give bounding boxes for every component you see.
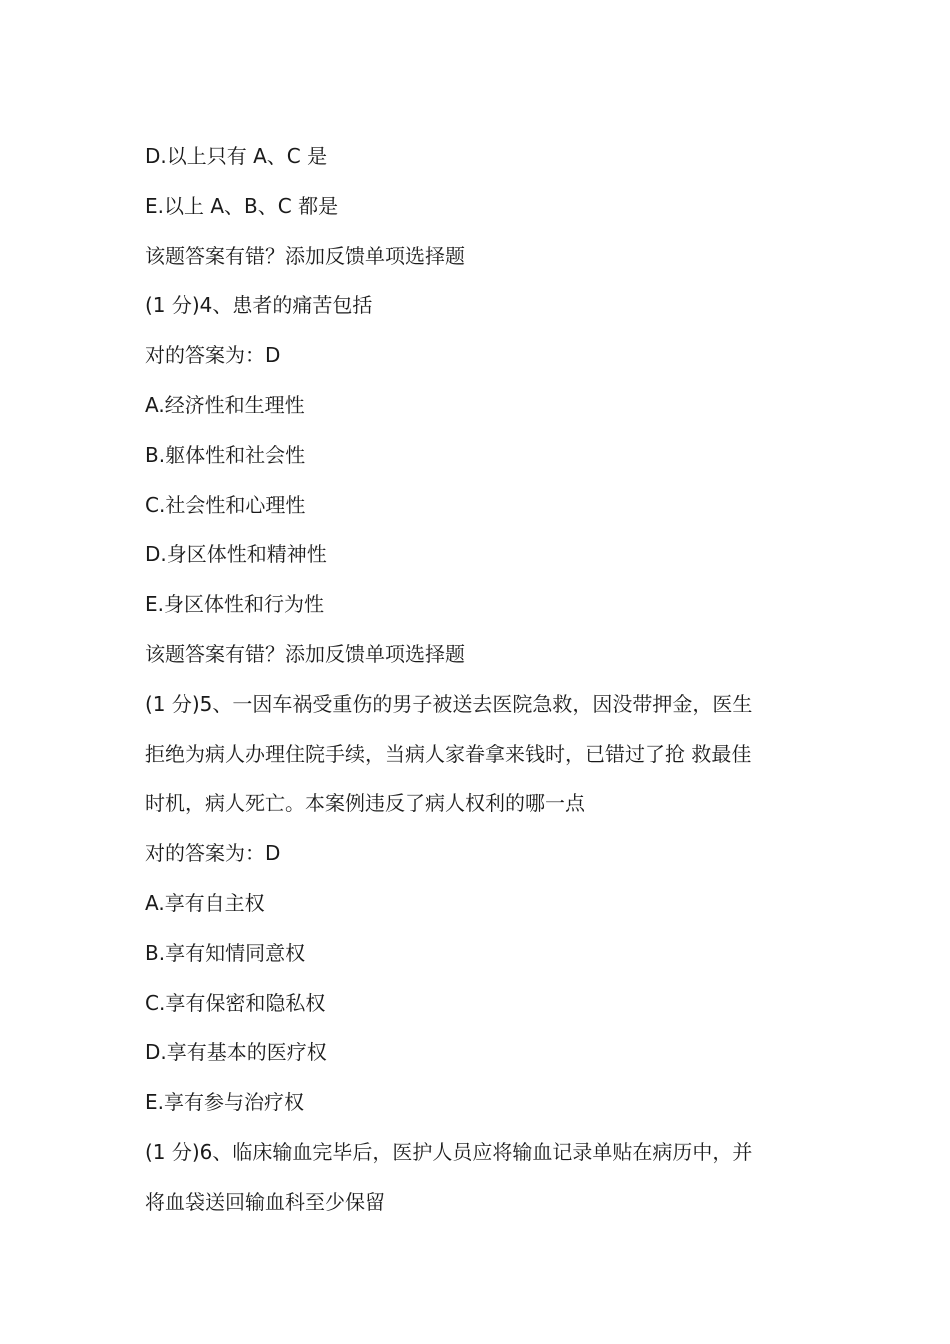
option-e-q3: E.以上 A、B、C 都是 [145,193,339,218]
option-a-q4: A.经济性和生理性 [145,392,305,417]
question-5-line-2: 拒绝为病人办理住院手续，当病人家眷拿来钱时，已错过了抢 救最佳 [145,741,752,766]
option-e-q4: E.身区体性和行为性 [145,592,324,617]
question-6-title [145,1128,815,1228]
document-page [145,132,815,1228]
option-d-q5: D.享有基本的医疗权 [145,1040,327,1065]
option-a-q5: A.享有自主权 [145,890,265,915]
question-6-line-1: (1 分)6、临床输血完毕后，医护人员应将输血记录单贴在病历中，并 [145,1139,753,1164]
option-c-q5: C.享有保密和隐私权 [145,990,326,1015]
question-6-line-2: 将血袋送回输血科至少保留 [145,1189,385,1214]
question-4-title: (1 分)4、患者的痛苦包括 [145,293,373,318]
option-e-q5: E.享有参与治疗权 [145,1090,304,1115]
option-d-q4: D.身区体性和精神性 [145,542,327,567]
option-b-q5: B.享有知情同意权 [145,940,306,965]
answer-q5: 对的答案为：D [145,841,281,866]
question-5-line-1: (1 分)5、一因车祸受重伤的男子被送去医院急救，因没带押金，医生 [145,691,753,716]
question-5-title [145,680,815,829]
option-c-q4: C.社会性和心理性 [145,492,306,517]
option-d-q3: D.以上只有 A、C 是 [145,144,328,168]
option-b-q4: B.躯体性和社会性 [145,442,306,467]
question-5-line-3: 时机，病人死亡。本案例违反了病人权利的哪一点 [145,791,585,816]
feedback-line-q3: 该题答案有错？添加反馈单项选择题 [145,243,465,268]
answer-q4: 对的答案为：D [145,343,281,368]
feedback-line-q4: 该题答案有错？添加反馈单项选择题 [145,641,465,666]
